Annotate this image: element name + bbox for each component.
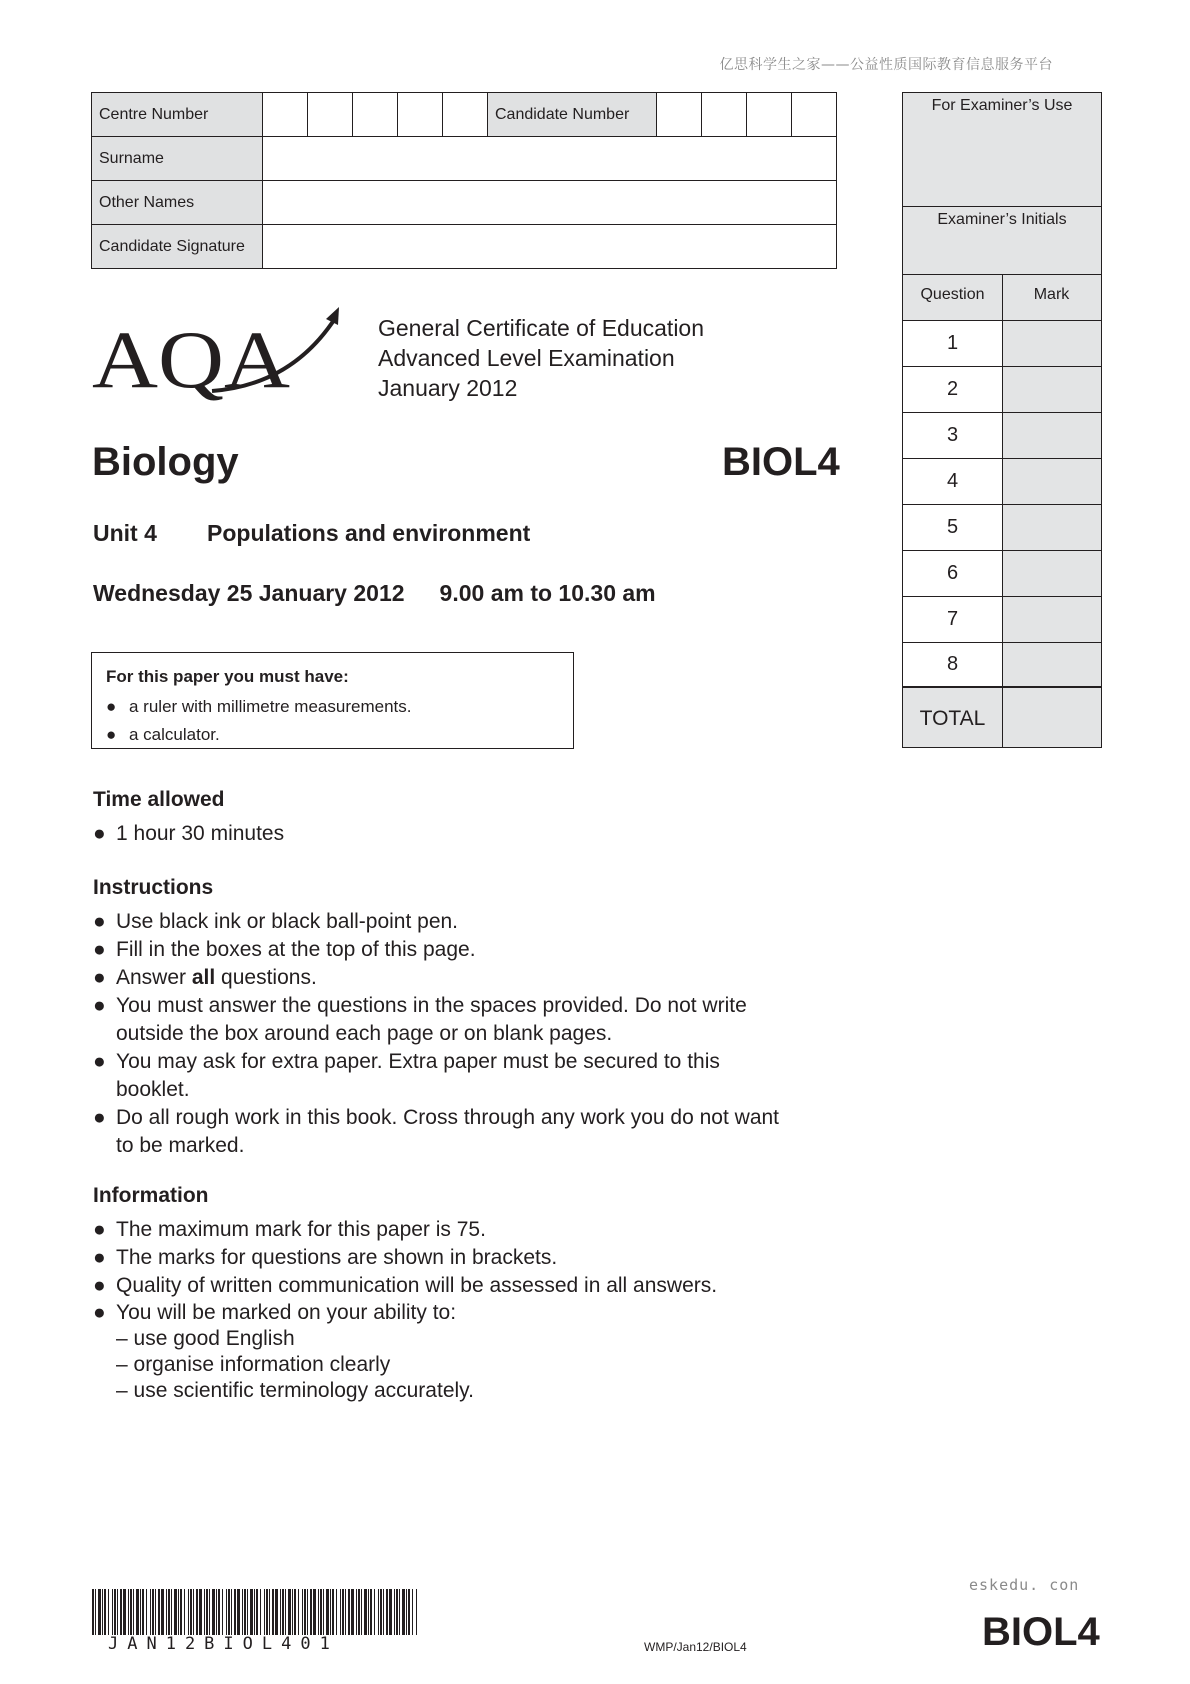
barcode-text: JAN12BIOL401 — [108, 1634, 339, 1654]
instructions-heading: Instructions — [93, 876, 214, 899]
exam-date: Wednesday 25 January 2012 — [93, 580, 405, 606]
unit-number: Unit 4 — [93, 520, 157, 546]
barcode — [92, 1589, 419, 1635]
question-number: 6 — [903, 551, 1002, 596]
examiner-use-box — [902, 92, 1102, 748]
qualification-line-2: Advanced Level Examination — [378, 345, 675, 371]
question-number: 2 — [903, 367, 1002, 412]
surname-label: Surname — [92, 137, 263, 181]
unit-title: Populations and environment — [207, 520, 531, 546]
other-names-field[interactable] — [263, 181, 837, 225]
requirements-box — [91, 652, 574, 749]
time-allowed-list: ● 1 hour 30 minutes — [93, 822, 285, 845]
candidate-number-box-4[interactable] — [792, 93, 837, 137]
total-mark-cell — [1002, 686, 1101, 749]
candidate-details-table — [91, 92, 837, 269]
information-heading: Information — [93, 1184, 209, 1207]
requirements-heading: For this paper you must have: — [106, 667, 349, 686]
centre-number-box-3[interactable] — [353, 93, 398, 137]
question-number: 4 — [903, 459, 1002, 504]
question-number: 7 — [903, 597, 1002, 642]
qualification-line-3: January 2012 — [378, 375, 518, 401]
requirements-item: ● a ruler with millimetre measurements. — [106, 697, 412, 716]
time-allowed-heading: Time allowed — [93, 788, 225, 811]
surname-field[interactable] — [263, 137, 837, 181]
paper-reference: WMP/Jan12/BIOL4 — [644, 1640, 747, 1654]
exam-date-line — [93, 580, 656, 607]
qualification-line-1: General Certificate of Education — [378, 315, 705, 341]
question-number: 3 — [903, 413, 1002, 458]
centre-number-box-2[interactable] — [308, 93, 353, 137]
paper-code: BIOL4 — [722, 440, 840, 484]
question-column-header: Question — [920, 286, 985, 303]
information-list: ● The maximum mark for this paper is 75. ● The marks for questions are shown in brackets. ● Quality of written communication will be assessed in all answers. ● You will be marked on your ability to: – use good English – organise information clearly – use scientific terminology accurately. — [93, 1218, 718, 1402]
requirements-item: ● a calculator. — [106, 725, 220, 744]
other-names-label: Other Names — [92, 181, 263, 225]
exam-time: 9.00 am to 10.30 am — [439, 580, 656, 606]
question-number: 1 — [903, 321, 1002, 366]
total-label: TOTAL — [903, 686, 1002, 749]
candidate-number-label: Candidate Number — [488, 93, 657, 137]
question-number: 5 — [903, 505, 1002, 550]
candidate-number-box-2[interactable] — [702, 93, 747, 137]
subject-title: Biology — [92, 440, 239, 484]
mark-column-header: Mark — [1033, 286, 1070, 303]
centre-number-box-4[interactable] — [398, 93, 443, 137]
qualification-block — [378, 313, 704, 403]
footer-paper-code: BIOL4 — [982, 1610, 1100, 1654]
centre-number-box-1[interactable] — [263, 93, 308, 137]
watermark-bottom: eskedu. con — [969, 1576, 1080, 1594]
aqa-logo — [92, 305, 342, 405]
signature-label: Candidate Signature — [92, 225, 263, 269]
candidate-number-box-3[interactable] — [747, 93, 792, 137]
instructions-list: ● Use black ink or black ball-point pen. ● Fill in the boxes at the top of this page. ● Answer all questions. ● You must answer the questions in the spaces provided. Do not write outside the box around each page or on blank pages. ● You may ask for extra paper. Extra paper must be secured to this booklet. ● Do all rough work in this book. Cross through any work you do not want to be marked. — [93, 910, 780, 1157]
examiner-use-heading: For Examiner’s Use — [931, 97, 1073, 114]
candidate-number-box-1[interactable] — [657, 93, 702, 137]
examiner-initials-label: Examiner’s Initials — [937, 211, 1067, 228]
svg-text:AQA: AQA — [92, 314, 290, 405]
centre-number-box-5[interactable] — [443, 93, 488, 137]
unit-line — [93, 520, 531, 547]
centre-number-label: Centre Number — [92, 93, 263, 137]
signature-field[interactable] — [263, 225, 837, 269]
watermark-top: 亿思科学生之家——公益性质国际教育信息服务平台 — [719, 57, 1053, 73]
question-number: 8 — [903, 643, 1002, 686]
